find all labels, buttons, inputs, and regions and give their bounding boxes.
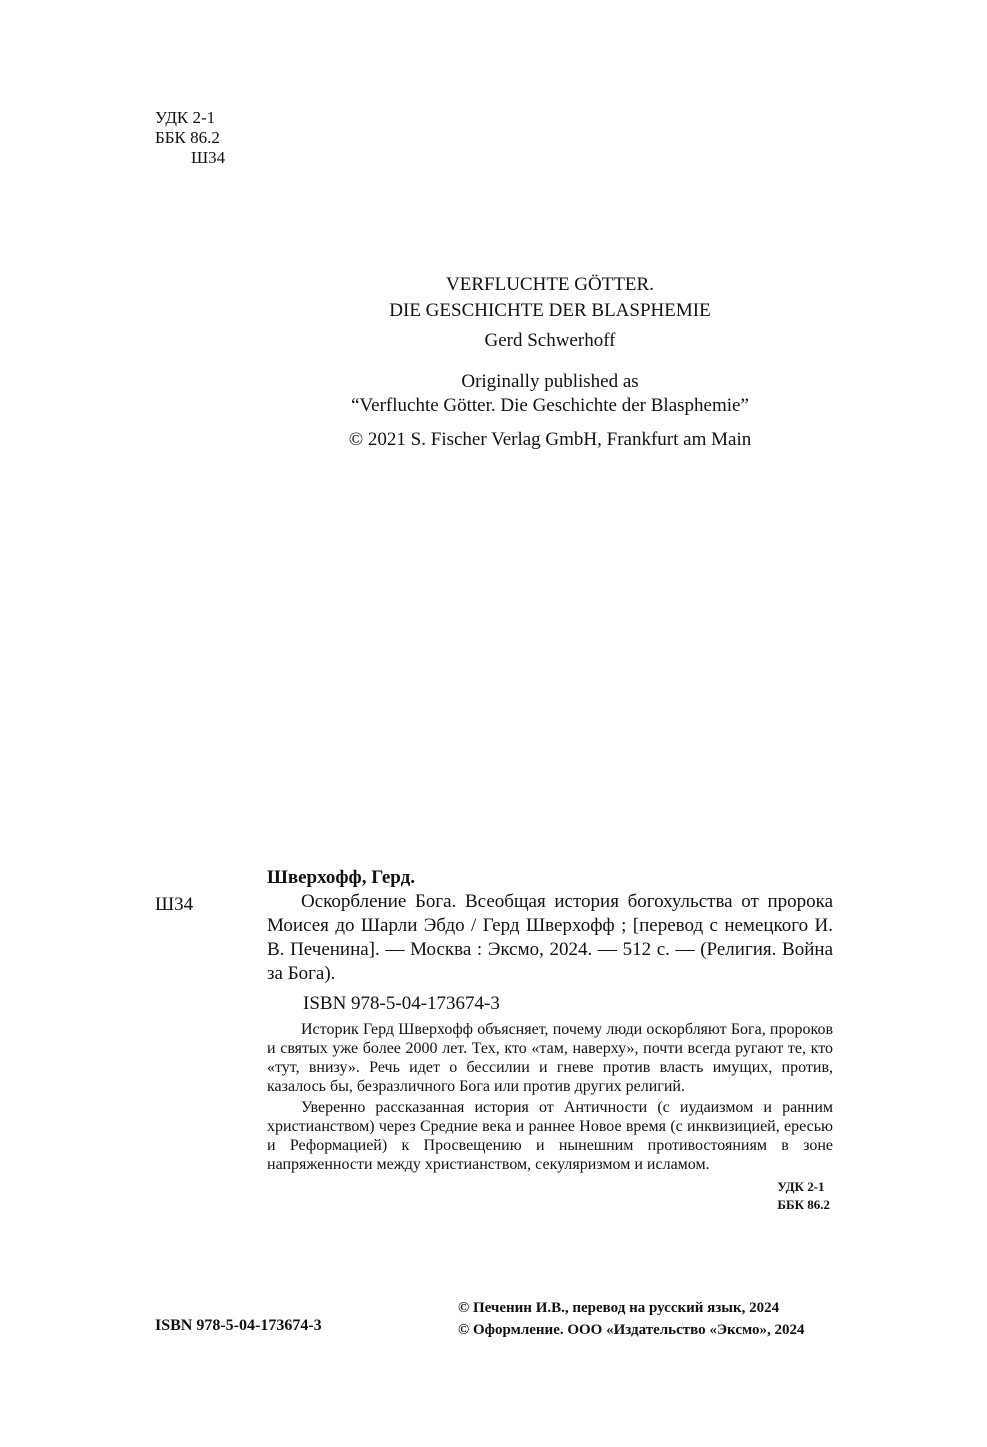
- card-author-mark: Ш34: [155, 894, 194, 915]
- annotation-paragraph-1: Историк Герд Шверхофф объясняет, почему люди оскорбляют Бога, пророков и святых уже более 2000 лет. Тех, кто «там, наверху», почти всегда ругают те, кто «тут, внизу». Речь идет о бессилии и гневе против власть имущих, против, казалось бы, безразличного Бога или против других религий.: [267, 1021, 833, 1095]
- annotation-paragraph-2: Уверенно рассказанная история от Античности (с иудаизмом и ранним христианством) через Средние века и раннее Новое время (с инквизицией, ересью и Реформацией) к Просвещению и нынешним противостояниям в зоне напряженности между христианством, секуляризмом и исламом.: [267, 1099, 833, 1173]
- copyright-design: © Оформление. ООО «Издательство «Эксмо», 2024: [458, 1322, 805, 1338]
- original-publication-block: [270, 370, 830, 418]
- original-title-block: [270, 272, 830, 354]
- card-udk: УДК 2-1: [777, 1179, 825, 1194]
- footer-isbn: ISBN 978-5-04-173674-3: [155, 1317, 322, 1334]
- original-publication-line-2: “Verfluchte Götter. Die Geschichte der Blasphemie”: [351, 395, 749, 416]
- card-author-heading: Шверхофф, Герд.: [267, 867, 415, 888]
- original-author: Gerd Schwerhoff: [484, 330, 616, 351]
- copyright-translation: © Печенин И.В., перевод на русский язык, 2024: [458, 1300, 780, 1316]
- udk-code: УДК 2-1: [155, 108, 216, 127]
- catalog-card: [267, 866, 833, 1214]
- card-isbn: ISBN 978-5-04-173674-3: [303, 993, 500, 1014]
- classification-block: [155, 108, 225, 168]
- original-copyright: © 2021 S. Fischer Verlag GmbH, Frankfurt am Main: [348, 429, 752, 450]
- original-title-line-2: DIE GESCHICHTE DER BLASPHEMIE: [389, 300, 711, 321]
- card-bbk: ББК 86.2: [777, 1197, 830, 1212]
- footer-copyrights: [458, 1297, 805, 1341]
- original-title-line-1: VERFLUCHTE GÖTTER.: [446, 274, 654, 295]
- bbk-code: ББК 86.2: [155, 128, 220, 147]
- author-mark: Ш34: [191, 148, 226, 167]
- card-annotation: [267, 1020, 833, 1174]
- card-codes: [267, 1178, 833, 1214]
- original-publication-line-1: Originally published as: [461, 371, 639, 392]
- card-description: Оскорбление Бога. Всеобщая история богохульства от пророка Моисея до Шарли Эбдо / Герд Шверхофф ; [перевод с немецкого И. В. Печенина]. — Москва : Эксмо, 2024. — 512 с. — (Религия. Война за Бога).: [267, 891, 833, 984]
